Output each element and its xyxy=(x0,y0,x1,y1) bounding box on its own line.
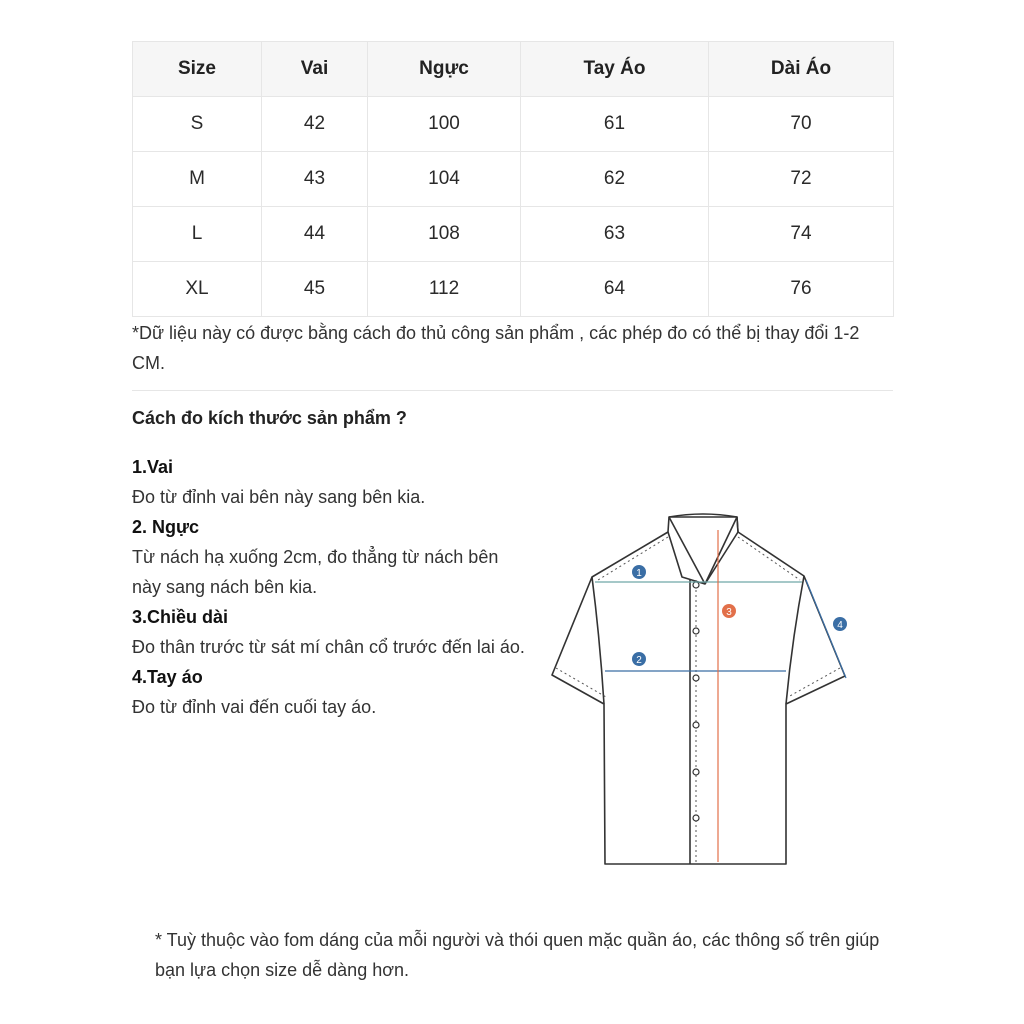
cell-vai: 42 xyxy=(262,97,368,152)
cell-size: M xyxy=(133,152,262,207)
cell-dai-ao: 72 xyxy=(709,152,894,207)
marker-4-label: 4 xyxy=(837,620,843,631)
header-vai: Vai xyxy=(262,42,368,97)
cell-nguc: 108 xyxy=(368,207,521,262)
step-text: Đo từ đỉnh vai đến cuối tay áo. xyxy=(132,697,377,717)
cell-dai-ao: 76 xyxy=(709,262,894,317)
measure-guide xyxy=(132,452,532,722)
size-table xyxy=(132,41,894,317)
header-size: Size xyxy=(133,42,262,97)
step-text: Từ nách hạ xuống 2cm, đo thẳng từ nách bên này sang nách bên kia. xyxy=(132,547,499,597)
shirt-collar xyxy=(668,514,738,584)
cell-dai-ao: 74 xyxy=(709,207,894,262)
table-row xyxy=(133,152,894,207)
step-title: 3.Chiều dài xyxy=(132,607,229,627)
shirt-diagram xyxy=(548,510,853,870)
button-icon xyxy=(693,628,699,634)
right-armhole xyxy=(786,576,804,704)
how-to-measure-title: Cách đo kích thước sản phẩm ? xyxy=(132,408,407,428)
left-armhole xyxy=(592,577,604,704)
section-divider xyxy=(132,390,893,391)
cell-vai: 44 xyxy=(262,207,368,262)
button-icon xyxy=(693,582,699,588)
cell-size: S xyxy=(133,97,262,152)
header-nguc: Ngực xyxy=(368,42,521,97)
cell-vai: 43 xyxy=(262,152,368,207)
table-row xyxy=(133,207,894,262)
table-row xyxy=(133,262,894,317)
cell-nguc: 104 xyxy=(368,152,521,207)
header-dai-ao: Dài Áo xyxy=(709,42,894,97)
step-title: 1.Vai xyxy=(132,457,174,477)
table-header-row xyxy=(133,42,894,97)
step-title: 2. Ngực xyxy=(132,517,200,537)
marker-3-label: 3 xyxy=(726,607,732,618)
shirt-outline xyxy=(552,517,845,864)
cell-tay-ao: 64 xyxy=(521,262,709,317)
button-icon xyxy=(693,675,699,681)
button-icon xyxy=(693,722,699,728)
cell-dai-ao: 70 xyxy=(709,97,894,152)
cell-tay-ao: 61 xyxy=(521,97,709,152)
header-tay-ao: Tay Áo xyxy=(521,42,709,97)
button-icon xyxy=(693,769,699,775)
step-title: 4.Tay áo xyxy=(132,667,203,687)
cell-vai: 45 xyxy=(262,262,368,317)
marker-2-label: 2 xyxy=(636,655,642,666)
cell-size: L xyxy=(133,207,262,262)
marker-1-label: 1 xyxy=(636,568,642,579)
step-text: Đo thân trước từ sát mí chân cổ trước đến lai áo. xyxy=(132,637,525,657)
cell-tay-ao: 63 xyxy=(521,207,709,262)
button-icon xyxy=(693,815,699,821)
measurement-note: *Dữ liệu này có được bằng cách đo thủ công sản phẩm , các phép đo có thể bị thay đổi 1-2 CM. xyxy=(132,323,860,373)
cell-nguc: 100 xyxy=(368,97,521,152)
footer-note: * Tuỳ thuộc vào fom dáng của mỗi người và thói quen mặc quần áo, các thông số trên giúp bạn lựa chọn size dễ dàng hơn. xyxy=(155,930,880,980)
cell-tay-ao: 62 xyxy=(521,152,709,207)
step-text: Đo từ đỉnh vai bên này sang bên kia. xyxy=(132,487,426,507)
table-row xyxy=(133,97,894,152)
cell-size: XL xyxy=(133,262,262,317)
cell-nguc: 112 xyxy=(368,262,521,317)
